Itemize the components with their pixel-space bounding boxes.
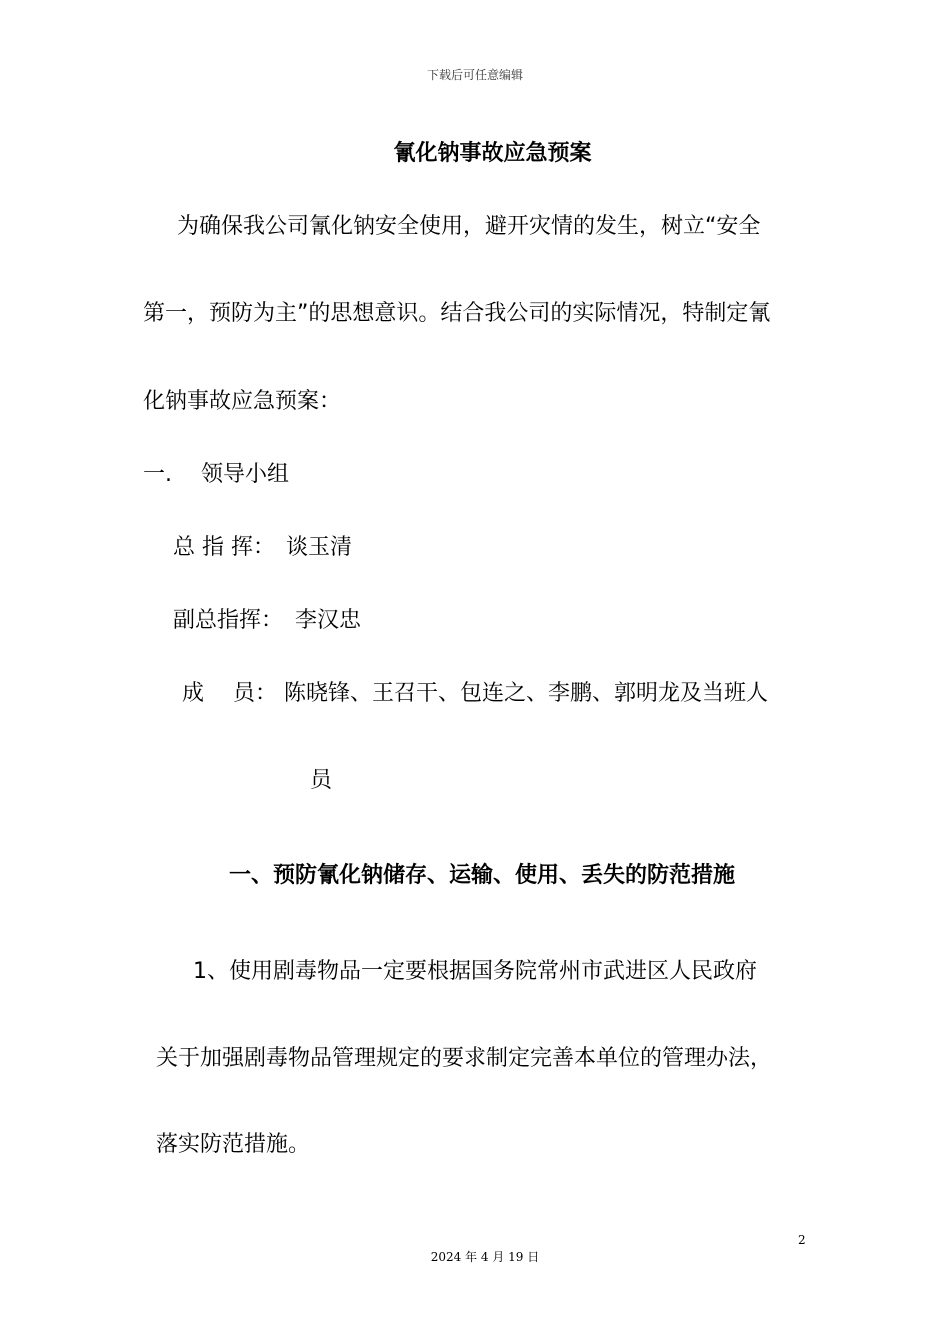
members-label: 成 员： bbox=[182, 681, 277, 706]
intro-line-3: 化钠事故应急预案： bbox=[143, 389, 342, 414]
item1-line-1: 1、使用剧毒物品一定要根据国务院常州市武进区人民政府 bbox=[193, 959, 757, 984]
document-title: 氰化钠事故应急预案 bbox=[393, 141, 592, 166]
section-heading-leadership: 领导小组 bbox=[201, 462, 290, 487]
item1-line-2: 关于加强剧毒物品管理规定的要求制定完善本单位的管理办法， bbox=[156, 1046, 773, 1071]
section-heading-prevention: 一、预防氰化钠储存、运输、使用、丢失的防范措施 bbox=[229, 863, 736, 888]
page-number: 2 bbox=[798, 1233, 806, 1247]
commander-label: 总 指 挥： bbox=[173, 535, 275, 560]
members-line-2: 员 bbox=[310, 768, 333, 793]
commander-name: 谈玉清 bbox=[286, 535, 353, 560]
page-footer-date: 2024 年 4 月 19 日 bbox=[430, 1250, 540, 1264]
intro-line-2: 第一，预防为主”的思想意识。结合我公司的实际情况，特制定氰 bbox=[143, 301, 771, 326]
members-line-1: 陈晓锋、王召干、包连之、李鹏、郭明龙及当班人 bbox=[284, 681, 769, 706]
item1-line-3: 落实防范措施。 bbox=[156, 1132, 311, 1157]
section-number: 一. bbox=[143, 462, 172, 487]
deputy-label: 副总指挥： bbox=[173, 608, 284, 633]
page-header: 下载后可任意编辑 bbox=[426, 68, 523, 82]
deputy-name: 李汉忠 bbox=[295, 608, 362, 633]
intro-line-1: 为确保我公司氰化钠安全使用，避开灾情的发生，树立“安全 bbox=[177, 214, 761, 239]
